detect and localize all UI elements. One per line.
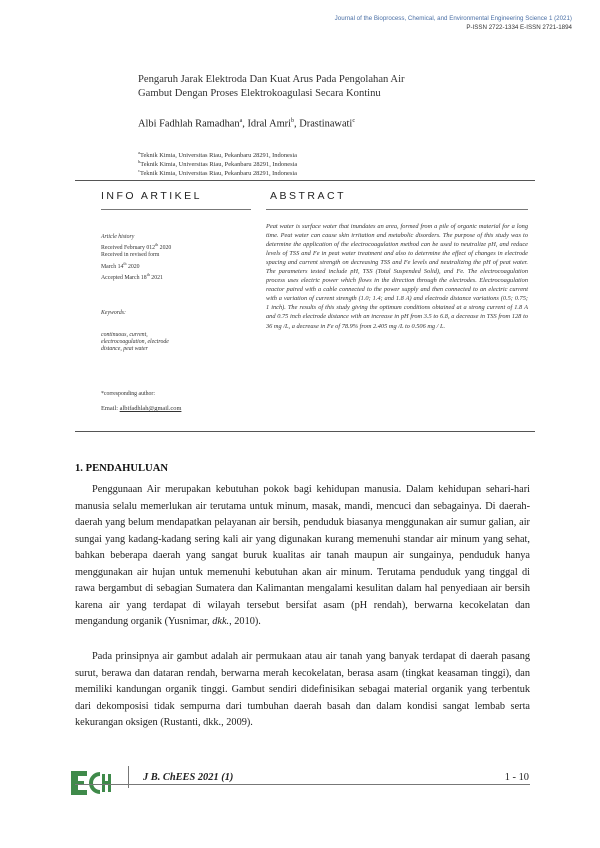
corresponding-label: *corresponding author: — [101, 391, 155, 397]
info-heading: INFO ARTIKEL — [101, 190, 202, 202]
affiliation-b: $^b$Teknik Kimia, Universitas Riau, Pekanbaru 28291, Indonesia — [138, 159, 298, 169]
title-line-1: Pengaruh Jarak Elektroda Dan Kuat Arus Pada Pengolahan Air — [138, 74, 405, 85]
author-2-sup: b — [291, 118, 295, 124]
page-range: 1 - 10 — [504, 772, 529, 783]
article-history — [101, 234, 251, 282]
received-date: Received February 012th 2020 — [101, 242, 172, 252]
abstract-heading: ABSTRACT — [270, 190, 347, 202]
author-1: Albi Fadhlah Ramadhan — [138, 118, 240, 130]
body-paragraph-2: Pada prinsipnya air gambut adalah air permukaan atau air tanah yang banyak terdapat di daerah pasang surut, berawa dan dataran rendah, berwarna merah kecokelatan, berasa asam (tingkat keasaman tinggi), dan memiliki kandungan organik tinggi. Gambut sendiri didefinisikan sebagai material organik yang terbentuk dari dekomposisi tidak sempurna dari tumbuhan daerah basah dan dalam kondisi sangat lembab serta kekurangan oksigen (Rustanti, dkk., 2009). — [75, 651, 530, 728]
author-3-sup: c — [352, 118, 355, 124]
affiliation-a: $^a$Teknik Kimia, Universitas Riau, Pekanbaru 28291, Indonesia — [138, 150, 297, 160]
revised-date: March 14th 2020 — [101, 260, 140, 270]
keywords-label: Keywords: — [101, 310, 126, 316]
accepted-date: Accepted March 18th 2021 — [101, 271, 163, 281]
affiliation-c: $^c$Teknik Kimia, Universitas Riau, Pekanbaru 28291, Indonesia — [138, 168, 297, 178]
article-title — [138, 73, 468, 101]
info-heading-rule — [101, 209, 251, 210]
section-heading-pendahuluan: 1. PENDAHULUAN — [75, 463, 168, 474]
journal-header: Journal of the Bioprocess, Chemical, and Environmental Engineering Science 1 (2021) — [334, 15, 572, 22]
issn-line: P-ISSN 2722-1334 E-ISSN 2721-1894 — [466, 24, 572, 31]
author-3: Drastinawati — [299, 118, 353, 130]
email-line: Email: albifadhlah@gmail.com — [101, 405, 182, 412]
abstract-heading-rule — [266, 209, 528, 210]
keywords: continuous, current, electrocoagulation, electrode distance, peat water — [101, 332, 169, 353]
abstract-text: Peat water is surface water that inundates an area, formed from a pile of organic material for a long time. Peat water can cause skin irritation and metabolic disorders. The purpose of this study was to determine the application of the electrocoagulation method can be used to neutralize pH, and reduce levels of TSS and Fe in peat water treatment and also to determine the effect of changes in electrode spacing and current strength on decreasing TSS and Fe levels and neutralizing the pH of peat water. The parameters tested include pH, TSS (Total Suspended Solid), and Fe. The electrocoagulation process uses electric power which flows in the direction through the electrodes. Electrocoagulation reactor paired with a cable connected to the power supply and then connected to an electric current with a variation of current strength (1.0; 1.4; and 1.8 A) and electrode distance variations (0.5; 0.75; 1 inch). The results of this study giving the optimum conditions obtained at a strong current of 1.8 A and 0.75 inch electrode distance with an increase in pH from 3.5 to 6.8, a decrease in TSS from 128 to 36 mg /L, a decrease in Fe of 78.9% from 2.405 mg /L to 0.506 mg / L. — [266, 223, 528, 330]
revised-label: Received in revised form — [101, 252, 160, 259]
email-link[interactable]: albifadhlah@gmail.com — [119, 405, 182, 412]
author-1-sup: a — [239, 118, 243, 124]
body-paragraph-1: Penggunaan Air merupakan kebutuhan pokok bagi kehidupan manusia. Dalam kehidupan sehari-hari manusia selalu memerlukan air terutama untuk minum, masak, mandi, mencuci dan sebagainya. Di daerah-daerah yang belum mendapatkan pelayanan air bersih, penduduk biasanya menggunakan air sumur galian, air sungai yang kadang-kadang sering kali air yang digunakan kurang memenuhi standar air minum yang sehat, bahkan beberapa daerah yang sangat buruk kualitas air tanah maupun air sungainya, penduduk hanya menggunakan air hujan untuk memenuhi kebutuhan akan air minum. Terutama penduduk yang tinggal di rawa bergambut di sebagian Sumatera dan Kalimantan mengalami kesulitan dalam hal penyediaan air bersih karena air yang terdapat di wilayah tersebut bersifat asam (pH rendah), berwarna kecokelatan dan mengandung organik (Yusnimar, dkk., 2010). — [75, 484, 530, 627]
author-list — [138, 118, 355, 129]
footer-rule — [75, 784, 530, 785]
footer-journal: J B. ChEES 2021 (1) — [143, 772, 234, 783]
author-sep-2: , — [294, 118, 300, 130]
author-sep-1: , — [242, 118, 248, 130]
title-line-2: Gambut Dengan Proses Elektrokoagulasi Secara Kontinu — [138, 88, 381, 99]
history-label: Article history — [101, 234, 135, 240]
author-2: Idral Amri — [247, 118, 292, 130]
chees-logo-icon — [70, 768, 114, 798]
